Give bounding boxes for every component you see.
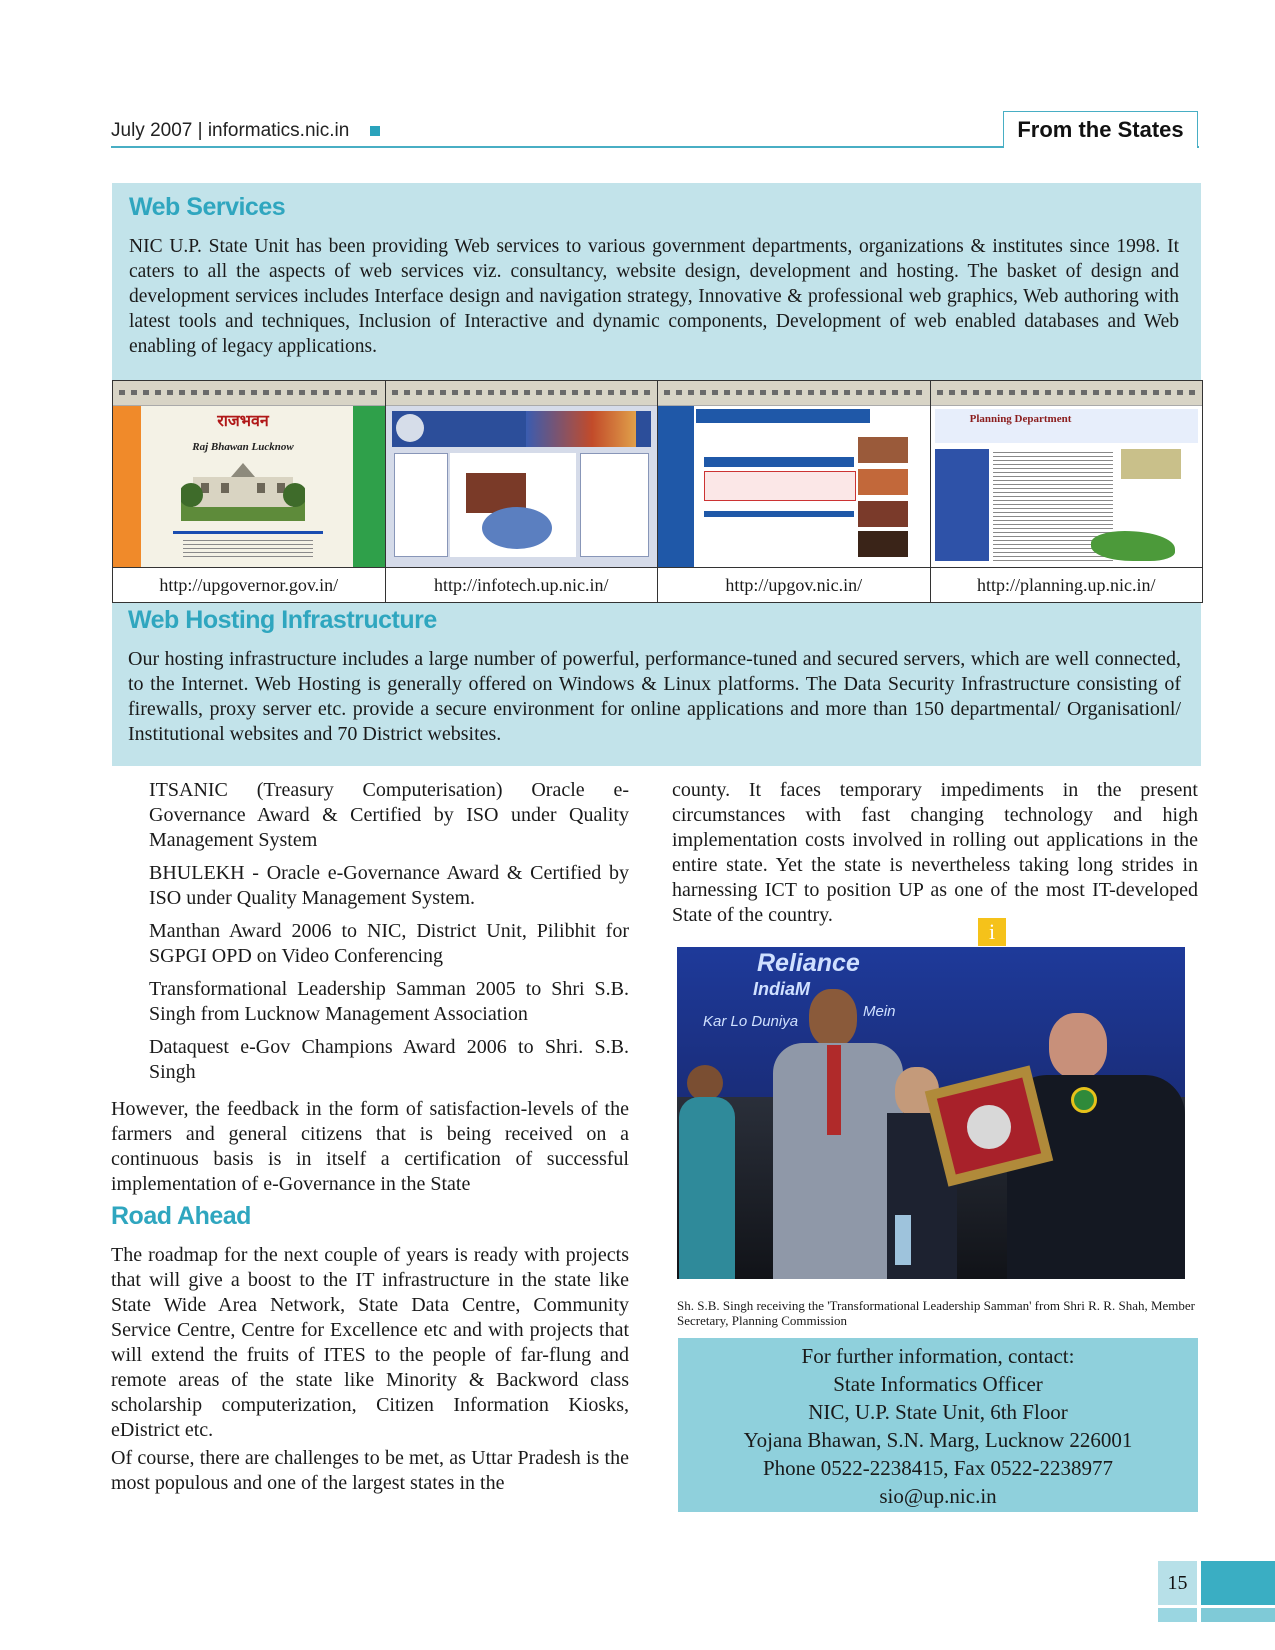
award-item: BHULEKH - Oracle e-Governance Award & Certified by ISO under Quality Management System. bbox=[149, 862, 629, 909]
award-item: Transformational Leadership Samman 2005 to Shri S.B. Singh from Lucknow Management Association bbox=[149, 978, 629, 1025]
page-corner-decoration bbox=[1158, 1608, 1197, 1622]
awards-list bbox=[149, 778, 629, 1093]
challenges-text: Of course, there are challenges to be met, as Uttar Pradesh is the most populous and one of the largest states in the bbox=[111, 1447, 629, 1494]
contact-address: Yojana Bhawan, S.N. Marg, Lucknow 226001 bbox=[743, 1428, 1133, 1452]
site-heading: राजभवन bbox=[217, 411, 269, 430]
page-corner-decoration bbox=[1201, 1608, 1275, 1622]
award-item: Dataquest e-Gov Champions Award 2006 to Shri. S.B. Singh bbox=[149, 1036, 629, 1083]
road-ahead-title: Road Ahead bbox=[111, 1202, 251, 1230]
url-upgov[interactable]: http://upgov.nic.in/ bbox=[658, 568, 931, 602]
banner-text: Reliance bbox=[757, 949, 860, 977]
site-heading: Planning Department bbox=[969, 413, 1072, 425]
award-item: ITSANIC (Treasury Computerisation) Oracle e-Governance Award & Certified by ISO under Quality Management System bbox=[149, 779, 629, 851]
url-infotech[interactable]: http://infotech.up.nic.in/ bbox=[386, 568, 659, 602]
web-services-text: NIC U.P. State Unit has been providing Web services to various government departments, organizations & institutes since 1998. It caters to all the aspects of web services viz. consultancy, website design, development and hosting. The basket of design and development services includes Interface design and navigation strategy, Innovative & professional web graphics, Web authoring with latest tools and techniques, Inclusion of Interactive and dynamic components, Development of web enabled databases and Web enabling of legacy applications. bbox=[129, 236, 1179, 357]
contact-phone: Phone 0522-2238415, Fax 0522-2238977 bbox=[763, 1456, 1113, 1480]
site-subheading: Raj Bhawan Lucknow bbox=[192, 441, 294, 453]
award-item: Manthan Award 2006 to NIC, District Unit, Pilibhit for SGPGI OPD on Video Conferencing bbox=[149, 920, 629, 967]
award-photo bbox=[677, 947, 1185, 1279]
hosting-title: Web Hosting Infrastructure bbox=[128, 606, 437, 634]
screenshot-infotech bbox=[386, 381, 659, 567]
contact-role: State Informatics Officer bbox=[833, 1372, 1043, 1396]
feedback-text: However, the feedback in the form of satisfaction-levels of the farmers and general citizens that is being received on a continuous basis is in itself a certification of successful implementation of e-Governance in the State bbox=[111, 1098, 629, 1195]
section-label: From the States bbox=[1003, 111, 1198, 148]
photo-caption: Sh. S.B. Singh receiving the 'Transformational Leadership Samman' from Shri R. R. Shah, Member Secretary, Planning Commission bbox=[677, 1298, 1196, 1328]
road-ahead-text: The roadmap for the next couple of years is ready with projects that will give a boost to the IT infrastructure in the state like State Wide Area Network, State Data Centre, Community Service Centre, Centre for Excellence etc and with projects that will extend the fruits of ITES to the people of far-flung and remote areas of the state like Minority & Backword class scholarship computerization, Citizen Information Kiosks, eDistrict etc. bbox=[111, 1244, 629, 1441]
contact-heading: For further information, contact: bbox=[801, 1344, 1075, 1368]
contact-box bbox=[678, 1338, 1198, 1512]
page-corner-decoration bbox=[1201, 1561, 1275, 1605]
screenshot-upgov bbox=[658, 381, 931, 567]
contact-office: NIC, U.P. State Unit, 6th Floor bbox=[808, 1400, 1068, 1424]
screenshot-planning bbox=[931, 381, 1203, 567]
web-services-title: Web Services bbox=[129, 193, 286, 221]
screenshot-upgovernor bbox=[113, 381, 386, 567]
issue-label: July 2007 | informatics.nic.in bbox=[111, 120, 350, 141]
header-square-icon bbox=[370, 126, 380, 136]
url-upgovernor[interactable]: http://upgovernor.gov.in/ bbox=[113, 568, 386, 602]
contact-email[interactable]: sio@up.nic.in bbox=[879, 1484, 997, 1508]
building-icon bbox=[181, 459, 305, 521]
banner-text: Mein bbox=[863, 1003, 896, 1020]
url-planning[interactable]: http://planning.up.nic.in/ bbox=[977, 574, 1156, 595]
info-icon: i bbox=[978, 918, 1006, 946]
hosting-text: Our hosting infrastructure includes a large number of powerful, performance-tuned and secured servers, which are well connected, to the Internet. Web Hosting is generally offered on Windows & Linux platforms. The Data Security Infrastructure consisting of firewalls, proxy server etc. provide a secure environment for online applications and more than 150 departmental/ Organisationl/ Institutional websites and 70 District websites. bbox=[128, 648, 1181, 745]
right-column-text: county. It faces temporary impediments in the present circumstances with fast changing technology and high implementation costs involved in rolling out applications in the entire state. Yet the state is nevertheless taking long strides in harnessing ICT to position UP as one of the most IT-developed State of the country. bbox=[672, 779, 1198, 926]
page-number: 15 bbox=[1158, 1561, 1197, 1605]
website-screenshots bbox=[112, 380, 1203, 603]
banner-text: Kar Lo Duniya bbox=[703, 1013, 799, 1030]
banner-text: IndiaM bbox=[753, 979, 810, 999]
